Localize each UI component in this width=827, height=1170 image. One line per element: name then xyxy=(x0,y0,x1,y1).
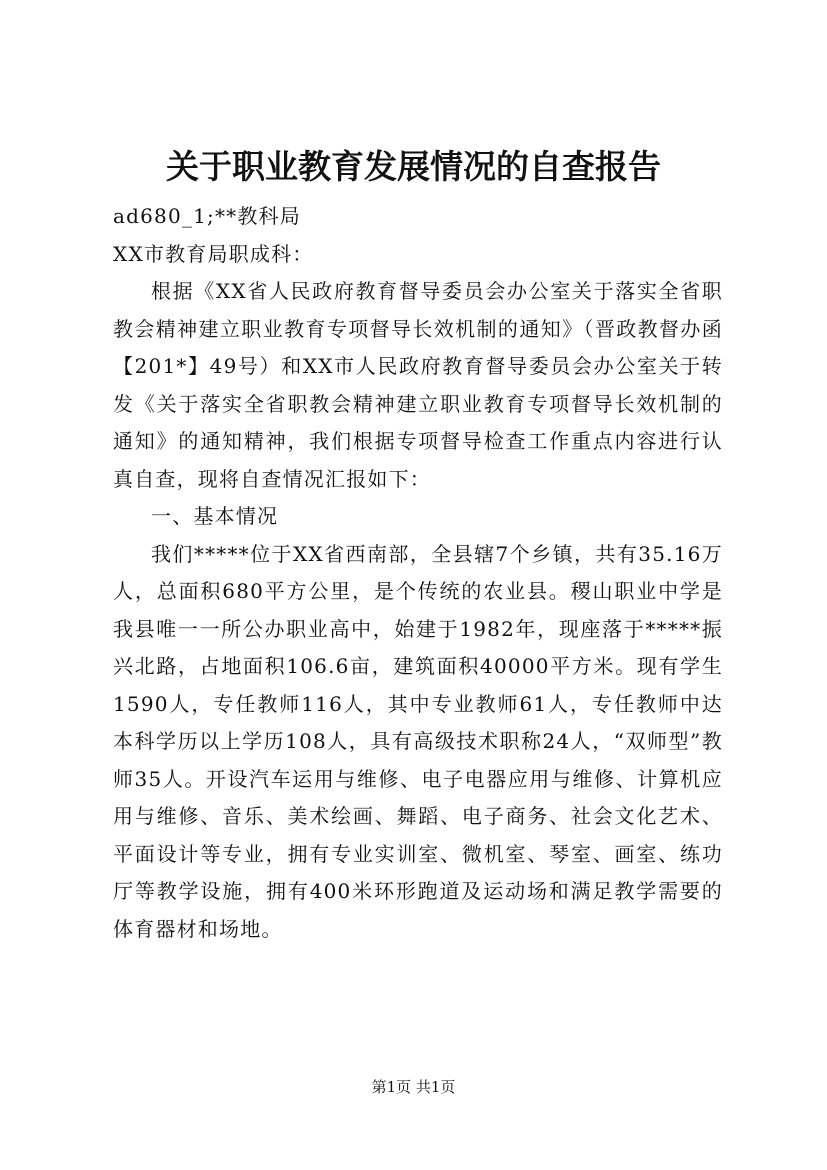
author-line: ad680_1;**教科局 xyxy=(113,204,301,228)
paragraph-intro: 根据《XX省人民政府教育督导委员会办公室关于落实全省职教会精神建立职业教育专项督导长效机制的通知》（晋政教督办函【201*】49号）和XX市人民政府教育督导委员会办公室关于转发《关于落实全省职教会精神建立职业教育专项督导长效机制的通知》的通知精神，我们根据专项督导检查工作重点内容进行认真自查，现将自查情况汇报如下： xyxy=(113,279,723,491)
paragraph-basic-situation: 我们*****位于XX省西南部，全县辖7个乡镇，共有35.16万人，总面积680平方公里，是个传统的农业县。稷山职业中学是我县唯一一所公办职业高中，始建于1982年，现座落于*****振兴北路，占地面积106.6亩，建筑面积40000平方米。现有学生1590人，专任教师116人，其中专业教师61人，专任教师中达本科学历以上学历108人，具有高级技术职称24人，“双师型”教师35人。开设汽车运用与维修、电子电器应用与维修、计算机应用与维修、音乐、美术绘画、舞蹈、电子商务、社会文化艺术、平面设计等专业，拥有专业实训室、微机室、琴室、画室、练功厅等教学设施，拥有400米环形跑道及运动场和满足教学需要的体育器材和场地。 xyxy=(113,541,723,941)
recipient-line: XX市教育局职成科： xyxy=(113,241,314,266)
document-title: 关于职业教育发展情况的自查报告 xyxy=(166,147,661,186)
document-body xyxy=(113,198,723,948)
section-heading-basic-situation: 一、基本情况 xyxy=(151,504,279,528)
page-footer: 第1页 共1页 xyxy=(371,1078,456,1096)
